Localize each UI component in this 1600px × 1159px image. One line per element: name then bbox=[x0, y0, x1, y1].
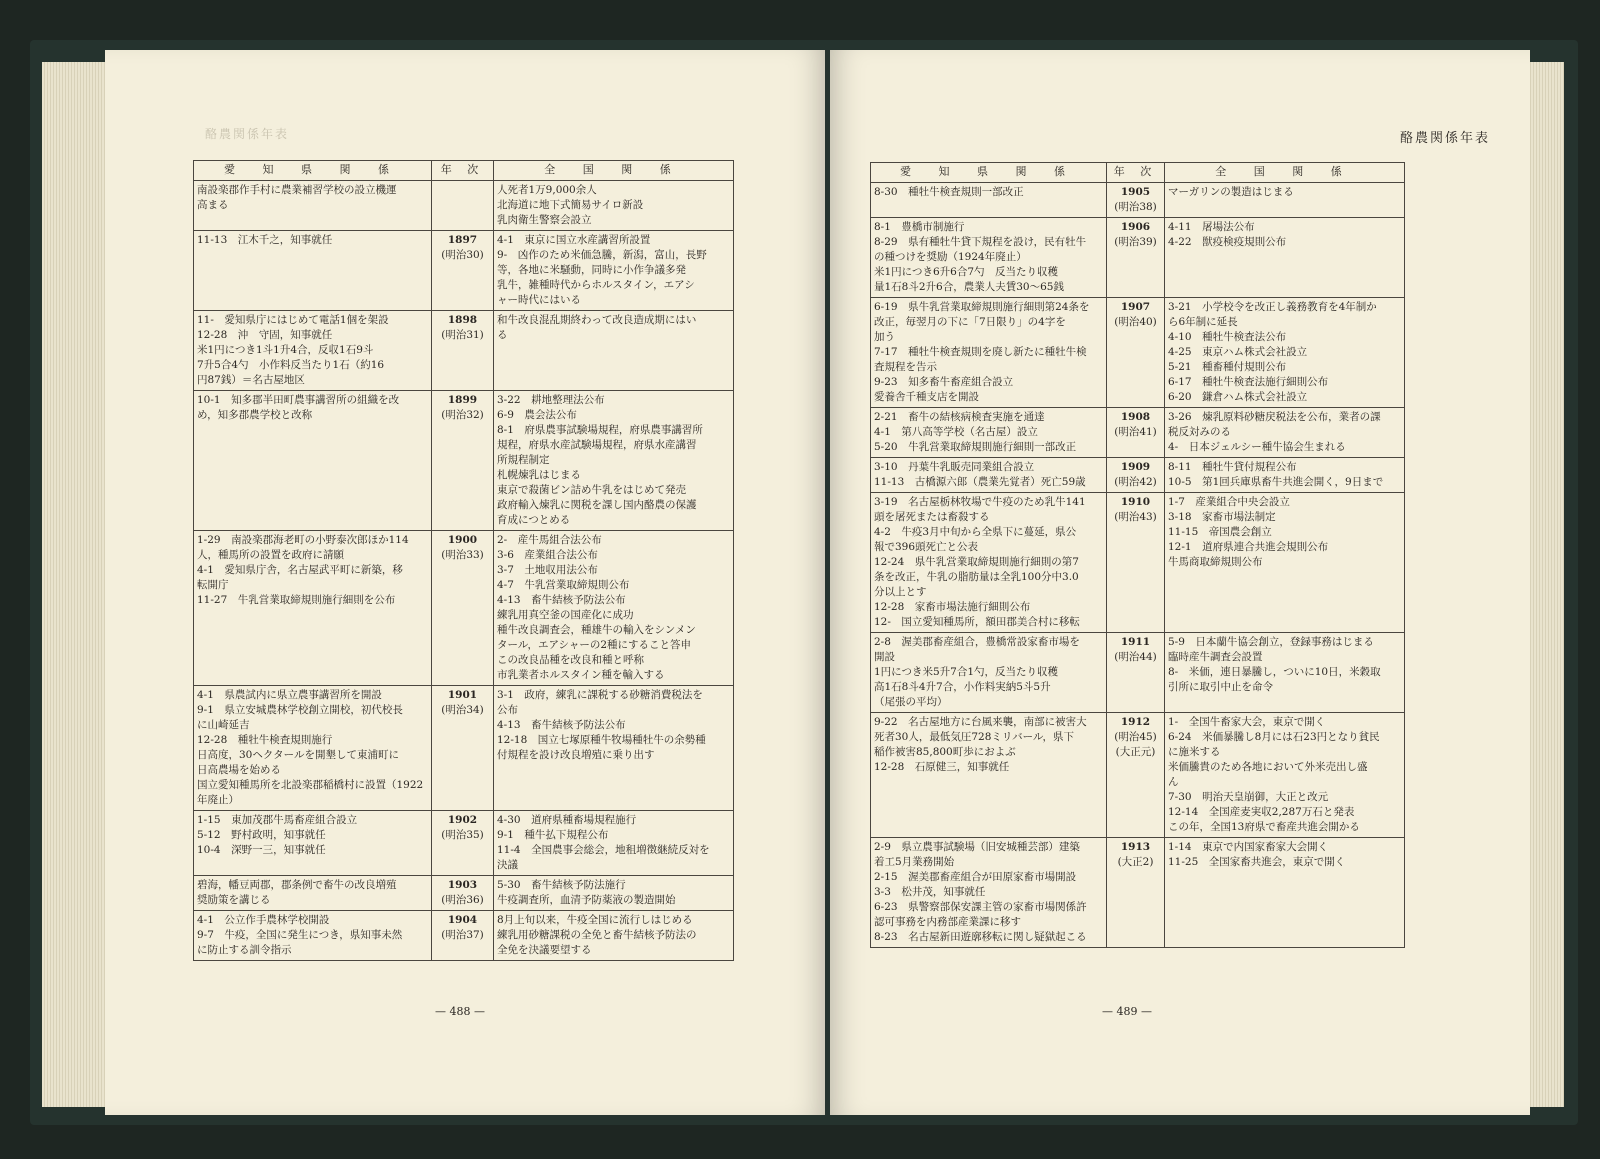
year-value: 1904 bbox=[447, 914, 478, 926]
year-cell bbox=[432, 311, 494, 391]
national-entry-line: 12-18 国立七塚原種牛牧場種牡牛の余勢種 bbox=[497, 734, 706, 746]
aichi-entry-line: の種つけを奨励（1924年廃止） bbox=[874, 251, 1027, 263]
year-cell bbox=[1107, 633, 1165, 713]
national-entry-line: 練乳用真空釜の国産化に成功 bbox=[497, 609, 634, 621]
national-entry-line: 付規程を設け改良増殖に乗り出す bbox=[497, 749, 655, 761]
aichi-entry-line: 8-1 豊橋市制施行 bbox=[874, 221, 965, 233]
year-cell bbox=[1107, 493, 1165, 633]
aichi-entry-line: 日高度，30ヘクタールを開墾して東浦町に bbox=[197, 749, 399, 761]
aichi-entry-line: 9-23 知多畜牛畜産組合設立 bbox=[874, 376, 1014, 388]
header-national: 全 国 関 係 bbox=[1165, 163, 1405, 183]
national-entry-line: 8- 米価，連日暴騰し，ついに10日，米穀取 bbox=[1168, 666, 1381, 678]
national-entry-line: 1- 全国牛畜家大会，東京で開く bbox=[1168, 716, 1326, 728]
aichi-entry-line: 頭を屠死または畜殺する bbox=[874, 511, 990, 523]
year-cell bbox=[1107, 298, 1165, 408]
aichi-cell bbox=[871, 183, 1107, 218]
header-national: 全 国 関 係 bbox=[494, 161, 734, 181]
national-entry-line: ら6年制に延長 bbox=[1168, 316, 1238, 328]
aichi-entry-line: 着工5月業務開始 bbox=[874, 856, 955, 868]
national-cell bbox=[1165, 183, 1405, 218]
year-value: 1908 bbox=[1120, 411, 1151, 423]
aichi-cell bbox=[194, 391, 432, 531]
aichi-entry-line: 8-30 種牡牛検査規則一部改正 bbox=[874, 186, 1024, 198]
header-year: 年 次 bbox=[432, 161, 494, 181]
national-entry-line: 乳肉衛生警察会設立 bbox=[497, 214, 592, 226]
year-value: 1903 bbox=[447, 879, 478, 891]
year-cell bbox=[1107, 183, 1165, 218]
national-entry-line: 3-26 煉乳原料砂糖戻税法を公布，業者の課 bbox=[1168, 411, 1381, 423]
table-row bbox=[194, 311, 734, 391]
national-cell bbox=[1165, 633, 1405, 713]
aichi-cell bbox=[194, 686, 432, 811]
aichi-entry-line: 12-28 沖 守固，知事就任 bbox=[197, 329, 333, 341]
national-cell bbox=[1165, 838, 1405, 948]
national-cell bbox=[494, 911, 734, 961]
aichi-entry-line: 量1石8斗2升6合，農業人夫賃30～65銭 bbox=[874, 281, 1064, 293]
aichi-entry-line: 6-19 県牛乳営業取締規則施行細則第24条を bbox=[874, 301, 1090, 313]
era-name: (明治40) bbox=[1114, 316, 1157, 328]
national-entry-line: 4-10 種牡牛検査法公布 bbox=[1168, 331, 1287, 343]
national-cell bbox=[1165, 713, 1405, 838]
aichi-cell bbox=[871, 493, 1107, 633]
era-name: (明治43) bbox=[1114, 511, 1157, 523]
aichi-cell bbox=[871, 218, 1107, 298]
year-value: 1907 bbox=[1120, 301, 1151, 313]
year-value: 1906 bbox=[1120, 221, 1151, 233]
era-name: (明治32) bbox=[441, 409, 484, 421]
national-entry-line: 規程，府県水産試験場規程，府県水産講習 bbox=[497, 439, 697, 451]
header-year: 年 次 bbox=[1107, 163, 1165, 183]
aichi-entry-line: 7升5合4勺 小作料反当たり1石（約16 bbox=[197, 359, 385, 371]
national-entry-line: 9- 凶作のため米価急騰，新潟，富山，長野 bbox=[497, 249, 707, 261]
aichi-cell bbox=[194, 531, 432, 686]
table-row bbox=[871, 218, 1405, 298]
aichi-entry-line: 開設 bbox=[874, 651, 895, 663]
aichi-entry-line: 2-8 渥美郡畜産組合，豊橋常設家畜市場を bbox=[874, 636, 1080, 648]
national-entry-line: 10-5 第1回兵庫県畜牛共進会開く，9日まで bbox=[1168, 476, 1384, 488]
left-running-head: 酪農関係年表 bbox=[205, 127, 290, 141]
aichi-entry-line: 高まる bbox=[197, 199, 229, 211]
page-edges-right bbox=[1528, 62, 1564, 1107]
year-cell bbox=[432, 876, 494, 911]
aichi-entry-line: 死者30人，最低気圧728ミリバール，県下 bbox=[874, 731, 1075, 743]
year-cell bbox=[1107, 218, 1165, 298]
aichi-entry-line: 円87銭）＝名古屋地区 bbox=[197, 374, 305, 386]
aichi-entry-line: 加う bbox=[874, 331, 895, 343]
national-entry-line: 臨時産牛調査会設置 bbox=[1168, 651, 1263, 663]
national-entry-line: 4-11 屠場法公布 bbox=[1168, 221, 1255, 233]
national-entry-line: 4-13 畜牛結核予防法公布 bbox=[497, 719, 626, 731]
national-entry-line: 7-30 明治天皇崩御，大正と改元 bbox=[1168, 791, 1329, 803]
aichi-entry-line: 条を改正，牛乳の脂肪量は全乳100分中3.0 bbox=[874, 571, 1079, 583]
national-entry-line: 牛疫調査所，血清予防薬液の製造開始 bbox=[497, 894, 676, 906]
national-entry-line: 12-1 道府県連合共進会規則公布 bbox=[1168, 541, 1329, 553]
aichi-entry-line: 12-28 石原健三，知事就任 bbox=[874, 761, 1010, 773]
table-header bbox=[871, 163, 1405, 183]
page-edges-left bbox=[42, 62, 108, 1107]
table-row bbox=[194, 391, 734, 531]
aichi-entry-line: 愛養舎千種支店を開設 bbox=[874, 391, 979, 403]
aichi-entry-line: 9-1 県立安城農林学校創立開校，初代校長 bbox=[197, 704, 403, 716]
era-name: (明治34) bbox=[441, 704, 484, 716]
aichi-cell bbox=[871, 298, 1107, 408]
national-entry-line: 8-1 府県農事試験場規程，府県農事講習所 bbox=[497, 424, 703, 436]
page-number-left: — 488 — bbox=[435, 1005, 485, 1018]
table-header bbox=[194, 161, 734, 181]
chronology-table-left bbox=[193, 160, 734, 961]
national-entry-line: 12-14 全国産麦実収2,287万石と発表 bbox=[1168, 806, 1355, 818]
national-entry-line: 4- 日本ジェルシー種牛協会生まれる bbox=[1168, 441, 1346, 453]
aichi-cell bbox=[871, 458, 1107, 493]
national-entry-line: 3-22 耕地整理法公布 bbox=[497, 394, 605, 406]
national-entry-line: 4-1 東京に国立水産講習所設置 bbox=[497, 234, 651, 246]
national-entry-line: 種牛改良調査会，種雄牛の輸入をシンメン bbox=[497, 624, 696, 636]
national-entry-line: ん bbox=[1168, 776, 1179, 788]
year-value: 1902 bbox=[447, 814, 478, 826]
national-entry-line: 等，各地に米騒動，同時に小作争議多発 bbox=[497, 264, 686, 276]
national-entry-line: 4-30 道府県種畜場規程施行 bbox=[497, 814, 637, 826]
aichi-entry-line: 日高農場を始める bbox=[197, 764, 281, 776]
aichi-entry-line: め，知多郡農学校と改称 bbox=[197, 409, 313, 421]
page-number-right: — 489 — bbox=[1102, 1005, 1152, 1018]
aichi-entry-line: 国立愛知種馬所を北設楽郡稲橋村に設置（1922 bbox=[197, 779, 424, 791]
year-value: 1897 bbox=[447, 234, 478, 246]
aichi-entry-line: 8-23 名古屋新田遊廓移転に関し疑獄起こる bbox=[874, 931, 1087, 943]
national-cell bbox=[494, 311, 734, 391]
national-entry-line: 全免を決議要望する bbox=[497, 944, 592, 956]
aichi-entry-line: 年廃止） bbox=[197, 794, 239, 806]
year-cell bbox=[1107, 458, 1165, 493]
aichi-entry-line: 5-12 野村政明，知事就任 bbox=[197, 829, 326, 841]
national-cell bbox=[494, 231, 734, 311]
national-entry-line: この年，全国13府県で畜産共進会開かる bbox=[1168, 821, 1360, 833]
era-name: (明治41) bbox=[1114, 426, 1157, 438]
national-entry-line: 和牛改良混乱期終わって改良造成期にはい bbox=[497, 314, 697, 326]
era-name: (明治45) bbox=[1114, 731, 1157, 743]
national-cell bbox=[1165, 218, 1405, 298]
era-name: (明治44) bbox=[1114, 651, 1157, 663]
national-entry-line: 11-25 全国家畜共進会，東京で開く bbox=[1168, 856, 1346, 868]
table-row bbox=[871, 298, 1405, 408]
aichi-entry-line: に山崎延吉 bbox=[197, 719, 250, 731]
national-entry-line: タール，エアシャーの2種にすること答申 bbox=[497, 639, 691, 651]
year-cell bbox=[432, 531, 494, 686]
aichi-entry-line: 奨励策を講じる bbox=[197, 894, 271, 906]
national-entry-line: 1-14 東京で内国家畜家大会開く bbox=[1168, 841, 1329, 853]
chronology-table-right bbox=[870, 162, 1405, 948]
national-entry-line: 所規程制定 bbox=[497, 454, 550, 466]
aichi-entry-line: 南設楽郡作手村に農業補習学校の設立機運 bbox=[197, 184, 397, 196]
national-entry-line: 9-1 種牛払下規程公布 bbox=[497, 829, 609, 841]
national-entry-line: 3-18 家畜市場法制定 bbox=[1168, 511, 1276, 523]
aichi-entry-line: 改正，毎翌月の下に「7日限り」の4字を bbox=[874, 316, 1066, 328]
aichi-entry-line: 10-1 知多郡半田町農事講習所の組織を改 bbox=[197, 394, 400, 406]
table-row bbox=[871, 633, 1405, 713]
national-entry-line: に施米する bbox=[1168, 746, 1221, 758]
aichi-entry-line: に防止する訓令指示 bbox=[197, 944, 292, 956]
aichi-entry-line: 12- 国立愛知種馬所，額田郡美合村に移転 bbox=[874, 616, 1080, 628]
national-entry-line: ャー時代にはいる bbox=[497, 294, 581, 306]
year-cell bbox=[432, 181, 494, 231]
aichi-cell bbox=[871, 838, 1107, 948]
aichi-entry-line: 3-10 丹葉牛乳販売同業組合設立 bbox=[874, 461, 1035, 473]
aichi-entry-line: 11-13 江木千之，知事就任 bbox=[197, 234, 333, 246]
national-entry-line: 人死者1万9,000余人 bbox=[497, 184, 597, 196]
national-cell bbox=[494, 181, 734, 231]
national-entry-line: 6-17 種牡牛検査法施行細則公布 bbox=[1168, 376, 1329, 388]
aichi-entry-line: 認可事務を内務部産業課に移す bbox=[874, 916, 1021, 928]
aichi-entry-line: 6-23 県警察部保安課主管の家畜市場関係許 bbox=[874, 901, 1087, 913]
aichi-cell bbox=[194, 311, 432, 391]
national-entry-line: 育成につとめる bbox=[497, 514, 571, 526]
aichi-entry-line: 12-24 県牛乳営業取締規則施行細則の第7 bbox=[874, 556, 1079, 568]
year-value: 1910 bbox=[1120, 496, 1151, 508]
aichi-cell bbox=[871, 633, 1107, 713]
national-entry-line: 牛馬商取締規則公布 bbox=[1168, 556, 1263, 568]
year-value: 1911 bbox=[1120, 636, 1151, 648]
aichi-entry-line: 4-1 愛知県庁舎，名古屋武平町に新築，移 bbox=[197, 564, 403, 576]
national-entry-line: 1-7 産業組合中央会設立 bbox=[1168, 496, 1290, 508]
national-cell bbox=[1165, 458, 1405, 493]
era-name: (明治33) bbox=[441, 549, 484, 561]
aichi-entry-line: 碧海，幡豆両郡，郡条例で畜牛の改良増殖 bbox=[197, 879, 397, 891]
national-entry-line: 乳牛，雑種時代からホルスタイン，エアシ bbox=[497, 279, 695, 291]
year-cell bbox=[432, 231, 494, 311]
aichi-entry-line: 4-1 県農試内に県立農事講習所を開設 bbox=[197, 689, 382, 701]
era-name: (大正2) bbox=[1117, 856, 1154, 868]
aichi-cell bbox=[871, 408, 1107, 458]
table-row bbox=[871, 183, 1405, 218]
aichi-entry-line: 1円につき米5升7合1勺，反当たり収穫 bbox=[874, 666, 1059, 678]
national-entry-line: 5-21 種畜種付規則公布 bbox=[1168, 361, 1287, 373]
year-value: 1909 bbox=[1120, 461, 1151, 473]
national-entry-line: 決議 bbox=[497, 859, 518, 871]
aichi-entry-line: 1-15 東加茂郡牛馬畜産組合設立 bbox=[197, 814, 358, 826]
table-row bbox=[194, 231, 734, 311]
right-page bbox=[830, 50, 1530, 1115]
national-entry-line: 8-11 種牡牛貸付規程公布 bbox=[1168, 461, 1297, 473]
year-cell bbox=[1107, 408, 1165, 458]
national-entry-line: マーガリンの製造はじまる bbox=[1168, 186, 1294, 198]
national-entry-line: 3-7 土地収用法公布 bbox=[497, 564, 598, 576]
table-row bbox=[871, 838, 1405, 948]
national-cell bbox=[1165, 408, 1405, 458]
aichi-cell bbox=[194, 181, 432, 231]
year-value: 1905 bbox=[1120, 186, 1151, 198]
era-name: (明治30) bbox=[441, 249, 484, 261]
aichi-entry-line: 高1石8斗4升7合，小作料実納5斗5升 bbox=[874, 681, 1051, 693]
table-row bbox=[871, 493, 1405, 633]
era-name: (明治38) bbox=[1114, 201, 1157, 213]
national-entry-line: る bbox=[497, 329, 508, 341]
aichi-entry-line: 4-1 公立作手農林学校開設 bbox=[197, 914, 330, 926]
national-cell bbox=[1165, 493, 1405, 633]
aichi-entry-line: 2-15 渥美郡畜産組合が田原家畜市場開設 bbox=[874, 871, 1077, 883]
aichi-entry-line: 3-3 松井茂，知事就任 bbox=[874, 886, 986, 898]
era-name: (明治42) bbox=[1114, 476, 1157, 488]
national-entry-line: 北海道に地下式簡易サイロ新設 bbox=[497, 199, 644, 211]
right-running-head: 酪農関係年表 bbox=[1399, 131, 1490, 146]
national-entry-line: 政府輸入煉乳に関税を課し国内酪農の保護 bbox=[497, 499, 697, 511]
aichi-entry-line: 2-21 畜牛の結核病検査実施を通達 bbox=[874, 411, 1045, 423]
national-entry-line: 3-21 小学校令を改正し義務教育を4年制か bbox=[1168, 301, 1377, 313]
national-cell bbox=[494, 876, 734, 911]
aichi-entry-line: 米1円につき6升6合7勺 反当たり収穫 bbox=[874, 266, 1059, 278]
year-value: 1898 bbox=[447, 314, 478, 326]
national-entry-line: 札幌煉乳はじまる bbox=[497, 469, 581, 481]
year-value: 1901 bbox=[447, 689, 478, 701]
national-entry-line: 3-1 政府，練乳に課税する砂糖消費税法を bbox=[497, 689, 703, 701]
aichi-entry-line: 8-29 県有種牡牛貸下規程を設け，民有牡牛 bbox=[874, 236, 1087, 248]
aichi-entry-line: 稲作被害85,800町歩におよぶ bbox=[874, 746, 1016, 758]
aichi-entry-line: 人，種馬所の設置を政府に請願 bbox=[197, 549, 344, 561]
national-cell bbox=[494, 391, 734, 531]
aichi-entry-line: 3-19 名古屋栃林牧場で牛疫のため乳牛141 bbox=[874, 496, 1086, 508]
aichi-entry-line: 査規程を告示 bbox=[874, 361, 937, 373]
national-entry-line: 6-20 鎌倉ハム株式会社設立 bbox=[1168, 391, 1308, 403]
national-entry-line: 公布 bbox=[497, 704, 518, 716]
national-entry-line: 4-22 獣疫検疫規則公布 bbox=[1168, 236, 1287, 248]
era-name: (明治37) bbox=[441, 929, 484, 941]
aichi-entry-line: 12-28 家畜市場法施行細則公布 bbox=[874, 601, 1031, 613]
national-entry-line: 5-9 日本蘭牛協会創立，登録事務はじまる bbox=[1168, 636, 1374, 648]
table-row bbox=[194, 911, 734, 961]
era-name: (大正元) bbox=[1115, 746, 1156, 758]
year-value: 1913 bbox=[1120, 841, 1151, 853]
table-row bbox=[194, 531, 734, 686]
aichi-cell bbox=[194, 231, 432, 311]
year-cell bbox=[432, 686, 494, 811]
national-entry-line: 4-7 牛乳営業取締規則公布 bbox=[497, 579, 630, 591]
year-cell bbox=[432, 811, 494, 876]
national-entry-line: 5-30 畜牛結核予防法施行 bbox=[497, 879, 626, 891]
left-page bbox=[105, 50, 825, 1115]
national-entry-line: この改良品種を改良和種と呼称 bbox=[497, 654, 644, 666]
year-value: 1912 bbox=[1120, 716, 1151, 728]
aichi-cell bbox=[194, 811, 432, 876]
aichi-entry-line: 7-17 種牡牛検査規則を廃し新たに種牡牛検 bbox=[874, 346, 1087, 358]
national-cell bbox=[494, 531, 734, 686]
aichi-entry-line: 10-4 深野一三，知事就任 bbox=[197, 844, 326, 856]
aichi-entry-line: 1-29 南設楽郡海老町の小野泰次郎ほか114 bbox=[197, 534, 409, 546]
table-row bbox=[194, 181, 734, 231]
header-aichi: 愛 知 県 関 係 bbox=[194, 161, 432, 181]
aichi-entry-line: 5-20 牛乳営業取締規則施行細則一部改正 bbox=[874, 441, 1077, 453]
table-row bbox=[194, 686, 734, 811]
aichi-cell bbox=[871, 713, 1107, 838]
aichi-entry-line: 米1円につき1斗1升4合，反収1石9斗 bbox=[197, 344, 374, 356]
national-entry-line: 11-4 全国農事会総会，地租増徴継続反対を bbox=[497, 844, 710, 856]
aichi-entry-line: 11-27 牛乳営業取締規則施行細則を公布 bbox=[197, 594, 396, 606]
national-cell bbox=[1165, 298, 1405, 408]
aichi-entry-line: 4-1 第八高等学校（名古屋）設立 bbox=[874, 426, 1038, 438]
aichi-entry-line: 11- 愛知県庁にはじめて電話1個を架設 bbox=[197, 314, 389, 326]
table-row bbox=[871, 458, 1405, 493]
national-entry-line: 8月上旬以来，牛疫全国に流行しはじめる bbox=[497, 914, 693, 926]
aichi-entry-line: 11-13 古橋源六郎（農業先覚者）死亡59歳 bbox=[874, 476, 1086, 488]
year-cell bbox=[432, 391, 494, 531]
aichi-entry-line: 4-2 牛疫3月中旬から全県下に蔓延，県公 bbox=[874, 526, 1077, 538]
table-row bbox=[194, 876, 734, 911]
aichi-entry-line: 転開庁 bbox=[197, 579, 229, 591]
era-name: (明治35) bbox=[441, 829, 484, 841]
era-name: (明治36) bbox=[441, 894, 484, 906]
aichi-entry-line: 9-7 牛疫，全国に発生につき，県知事未然 bbox=[197, 929, 403, 941]
national-entry-line: 引所に取引中止を命令 bbox=[1168, 681, 1273, 693]
national-entry-line: 6-9 農会法公布 bbox=[497, 409, 577, 421]
national-cell bbox=[494, 811, 734, 876]
aichi-entry-line: 2-9 県立農事試験場（旧安城種芸部）建築 bbox=[874, 841, 1080, 853]
year-value: 1899 bbox=[447, 394, 478, 406]
header-aichi: 愛 知 県 関 係 bbox=[871, 163, 1107, 183]
national-entry-line: 税反対みのる bbox=[1168, 426, 1231, 438]
year-cell bbox=[1107, 713, 1165, 838]
table-row bbox=[194, 811, 734, 876]
year-cell bbox=[1107, 838, 1165, 948]
aichi-entry-line: 9-22 名古屋地方に台風来襲，南部に被害大 bbox=[874, 716, 1087, 728]
national-entry-line: 3-6 産業組合法公布 bbox=[497, 549, 598, 561]
aichi-cell bbox=[194, 876, 432, 911]
era-name: (明治31) bbox=[441, 329, 484, 341]
national-entry-line: 練乳用砂糖課税の全免と畜牛結核予防法の bbox=[497, 929, 697, 941]
aichi-cell bbox=[194, 911, 432, 961]
national-entry-line: 東京で殺菌ビン詰め牛乳をはじめて発売 bbox=[497, 484, 686, 496]
year-cell bbox=[432, 911, 494, 961]
national-entry-line: 市乳業者ホルスタイン種を輸入する bbox=[497, 669, 665, 681]
table-row bbox=[871, 408, 1405, 458]
aichi-entry-line: （尾張の平均） bbox=[874, 696, 948, 708]
aichi-entry-line: 12-28 種牡牛検査規則施行 bbox=[197, 734, 333, 746]
national-entry-line: 4-13 畜牛結核予防法公布 bbox=[497, 594, 626, 606]
aichi-entry-line: 分以上とす bbox=[874, 586, 927, 598]
era-name: (明治39) bbox=[1114, 236, 1157, 248]
aichi-entry-line: 報で396頭死亡と公表 bbox=[874, 541, 979, 553]
year-value: 1900 bbox=[447, 534, 478, 546]
national-entry-line: 11-15 帝国農会創立 bbox=[1168, 526, 1272, 538]
national-entry-line: 2- 産牛馬組合法公布 bbox=[497, 534, 602, 546]
national-entry-line: 6-24 米価暴騰し8月には石23円となり貧民 bbox=[1168, 731, 1380, 743]
national-cell bbox=[494, 686, 734, 811]
national-entry-line: 米価騰貴のため各地において外米売出し盛 bbox=[1168, 761, 1368, 773]
table-row bbox=[871, 713, 1405, 838]
national-entry-line: 4-25 東京ハム株式会社設立 bbox=[1168, 346, 1308, 358]
